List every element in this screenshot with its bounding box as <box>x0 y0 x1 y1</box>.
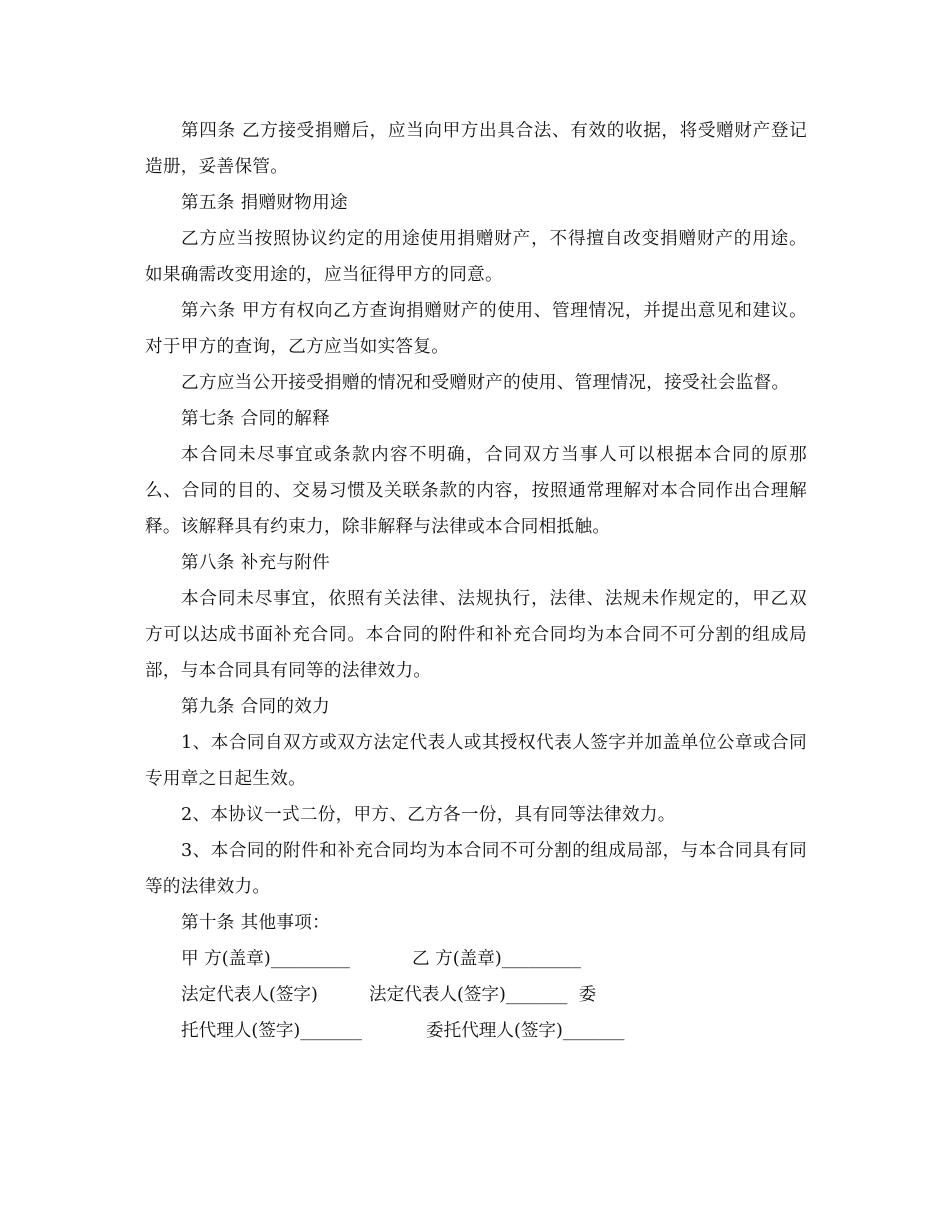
document-body <box>145 113 807 1049</box>
article-4: 第四条 乙方接受捐赠后，应当向甲方出具合法、有效的收据，将受赠财产登记造册，妥善保管。 <box>145 121 807 177</box>
article-9-heading: 第九条 合同的效力 <box>181 697 331 717</box>
article-8-body: 本合同未尽事宜，依照有关法律、法规执行，法律、法规未作规定的，甲乙双方可以达成书面补充合同。本合同的附件和补充合同均为本合同不可分割的组成局部，与本合同具有同等的法律效力。 <box>145 589 807 681</box>
party-a-legal-rep-line: 法定代表人(签字) <box>181 985 318 1005</box>
party-a-seal-line: 甲 方(盖章)_________ <box>181 949 350 969</box>
article-7-body: 本合同未尽事宜或条款内容不明确，合同双方当事人可以根据本合同的原那么、合同的目的、交易习惯及关联条款的内容，按照通常理解对本合同作出合理解释。该解释具有约束力，除非解释与法律或本合同相抵触。 <box>145 445 807 537</box>
article-8-heading: 第八条 补充与附件 <box>181 553 331 573</box>
party-a-agent-line: 托代理人(签字)_______ <box>181 1021 362 1041</box>
article-9-clause-3: 3、本合同的附件和补充合同均为本合同不可分割的组成局部，与本合同具有同等的法律效力。 <box>145 841 807 897</box>
party-b-agent-line: 委托代理人(签字)_______ <box>426 1021 625 1041</box>
signature-row-legal-rep <box>145 977 807 1013</box>
article-7-heading: 第七条 合同的解释 <box>181 409 331 429</box>
article-9-clause-2: 2、本协议一式二份，甲方、乙方各一份，具有同等法律效力。 <box>181 805 676 825</box>
signature-row-seal <box>145 941 807 977</box>
party-b-seal-line: 乙 方(盖章)_________ <box>412 949 581 969</box>
article-6-body: 乙方应当公开接受捐赠的情况和受赠财产的使用、管理情况，接受社会监督。 <box>181 373 790 393</box>
article-10-heading: 第十条 其他事项： <box>181 913 331 933</box>
article-9-clause-1: 1、本合同自双方或双方法定代表人或其授权代表人签字并加盖单位公章或合同专用章之日起生效。 <box>145 733 807 789</box>
article-6: 第六条 甲方有权向乙方查询捐赠财产的使用、管理情况，并提出意见和建议。对于甲方的查询，乙方应当如实答复。 <box>145 301 807 357</box>
article-5-heading: 第五条 捐赠财物用途 <box>181 193 348 213</box>
signature-row-agent <box>145 1013 807 1049</box>
article-5-body: 乙方应当按照协议约定的用途使用捐赠财产，不得擅自改变捐赠财产的用途。如果确需改变用途的，应当征得甲方的同意。 <box>145 229 807 285</box>
party-b-legal-rep-line: 法定代表人(签字)_______ 委 <box>369 985 597 1005</box>
